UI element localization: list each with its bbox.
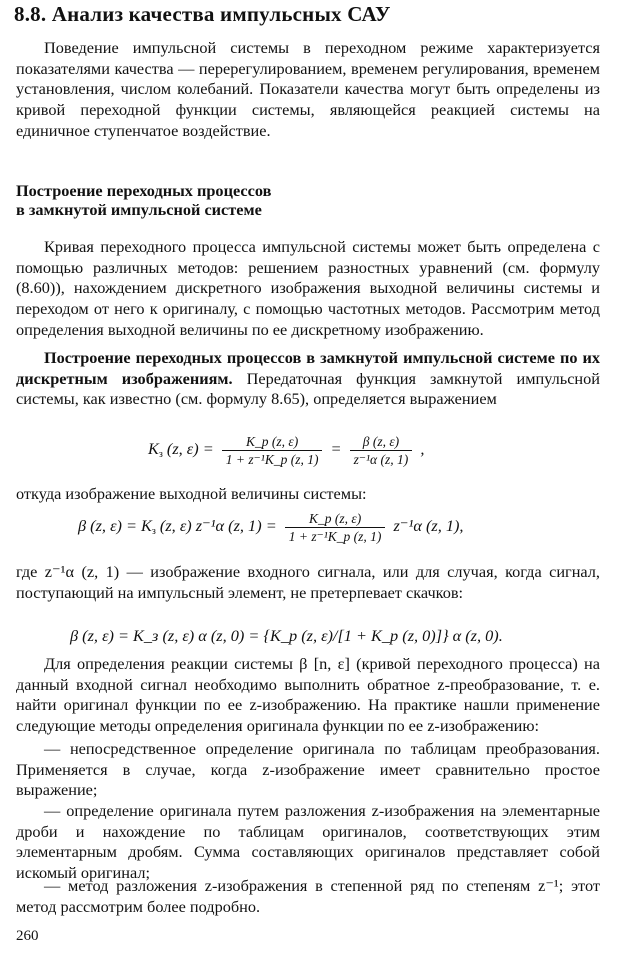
eq2-fraction: $\frac{K\_p (z, \varepsilon)}{\text{1 + z⁻¹K\_p (z, 1)}}$ (285, 510, 386, 545)
subsection-title (16, 181, 271, 219)
intro-paragraph: Поведение импульсной системы в переходном режиме характеризуется показателями качества — перерегулированием, временем регулирования, временем установления, числом колебаний. Показатели качества могут быть определены из кривой переходной функции системы, являющейся реакцией системы на единичное ступенчатое воздействие. (16, 38, 600, 140)
subsection-title-line1: Построение переходных процессов (16, 181, 272, 200)
list-item-1: — непосредственное определение оригинала по таблицам преобразования. Применяется в случае, когда z-изображение имеет сравнительно простое выражение; (16, 739, 600, 800)
whence-text: откуда изображение выходной величины системы: (16, 484, 367, 503)
equation-no-jump: β (z, ε) = K_з (z, ε) α (z, 0) = {K_p (z, ε)/[1 + K_p (z, 0)]} α (z, 0). (70, 626, 503, 645)
equation-transfer-function: Kз (z, ε) = $\frac{K\_p (z, \varepsilon)}{\text{1 + z⁻¹K\_p (z, 1)}}$ = $\frac{\beta (z, \varepsilon)}{\text{z⁻¹α (z, 1)}}$ , (148, 434, 425, 467)
discrete-paragraph-rest: Передаточная функция замкнутой импульсной системы, как известно (см. формулу 8.65), определяется выражением (16, 368, 600, 409)
methods-paragraph: Кривая переходного процесса импульсной системы может быть определена с помощью различных методов: решением разностных уравнений (см. формулу (8.60)), нахождением дискретного изображения выходной величины системы и переходом от него к оригиналу, с помощью частотных методов. Рассмотрим метод определения выходной величины по ее дискретному изображению. (16, 237, 600, 339)
reaction-paragraph: Для определения реакции системы β [n, ε] (кривой переходного процесса) на данный входной сигнал необходимо выполнить обратное z-преобразование, т. е. найти оригинал функции по ее z-изображению. На практике нашли применение следующие методы определения оригинала функции по ее z-изображению: (16, 654, 600, 736)
list-item-3: — метод разложения z-изображения в степенной ряд по степеням z⁻¹; этот метод рассмотрим более подробно. (16, 876, 600, 916)
discrete-paragraph (16, 348, 600, 410)
eq1-fraction-1: $\frac{K\_p (z, \varepsilon)}{\text{1 + z⁻¹K\_p (z, 1)}}$ (222, 433, 323, 468)
discrete-paragraph-lead: Построение переходных процессов в замкнутой импульсной системе по их дискретным изображениям. (16, 348, 600, 388)
where-text: где z⁻¹α (z, 1) — изображение входного сигнала, или для случая, когда сигнал, поступающий на импульсный элемент, не претерпевает скачков: (16, 562, 600, 602)
section-title: 8.8. Анализ качества импульсных САУ (14, 2, 391, 26)
list-item-2: — определение оригинала путем разложения z-изображения на элементарные дроби и нахождение по таблицам оригиналов, соответствующих этим элементарным дробям. Сумма составляющих оригиналов представляет собой искомый оригинал; (16, 801, 600, 883)
eq1-fraction-2: $\frac{\beta (z, \varepsilon)}{\text{z⁻¹α (z, 1)}}$ (350, 433, 413, 468)
equation-output-image: β (z, ε) = Kз (z, ε) z⁻¹α (z, 1) = $\frac{K\_p (z, \varepsilon)}{\text{1 + z⁻¹K\_p (z, 1)}}$ z⁻¹α (z, 1), (78, 511, 464, 544)
subsection-title-line2: в замкнутой импульсной системе (16, 200, 262, 219)
page-number: 260 (16, 928, 39, 944)
